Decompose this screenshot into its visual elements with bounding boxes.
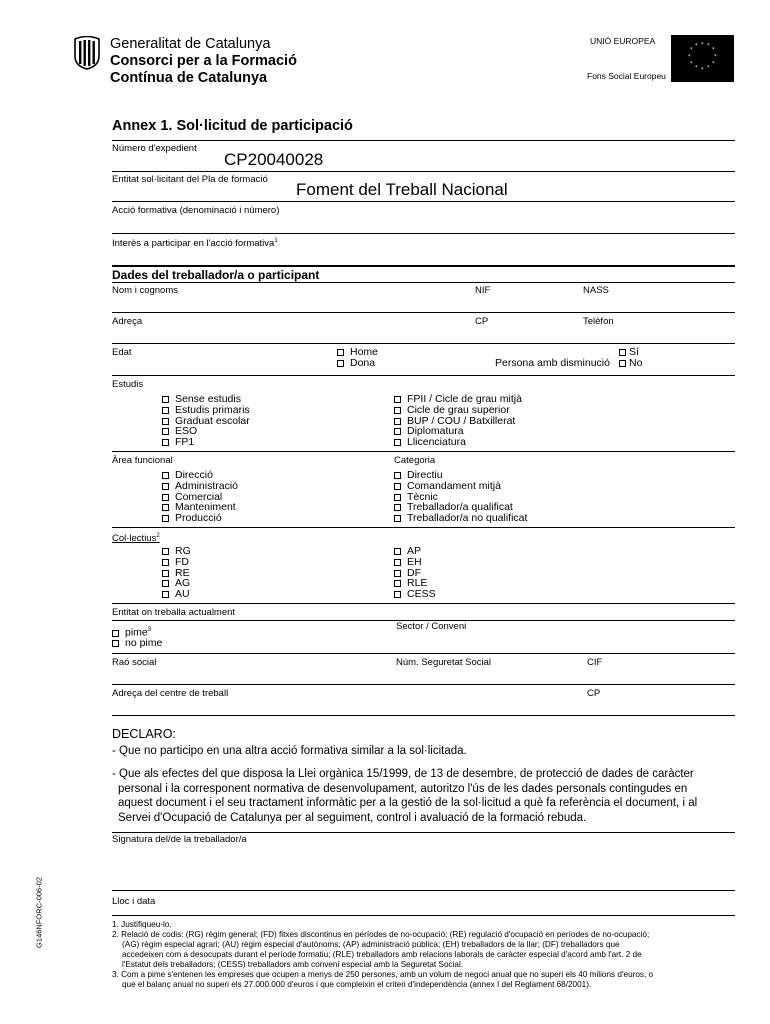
footnote-ref: 3 bbox=[147, 627, 152, 633]
telefon-label: Telèfon bbox=[583, 316, 614, 327]
sex-option-dona[interactable] bbox=[337, 358, 378, 369]
area-label: Àrea funcional bbox=[112, 455, 173, 466]
categoria-options bbox=[394, 470, 527, 524]
divider bbox=[112, 201, 735, 202]
disability-no-label: No bbox=[629, 356, 643, 369]
checkbox[interactable] bbox=[394, 494, 401, 501]
org-line-1: Generalitat de Catalunya bbox=[110, 36, 271, 52]
rao-label: Raó social bbox=[112, 657, 157, 668]
nif-label: NIF bbox=[475, 285, 491, 296]
checkbox[interactable] bbox=[394, 548, 401, 555]
svg-text:*: * bbox=[688, 54, 691, 60]
checkbox[interactable] bbox=[394, 428, 401, 435]
section-title: Dades del treballador/a o participant bbox=[112, 268, 320, 282]
collectius-col1 bbox=[162, 546, 191, 600]
checkbox[interactable] bbox=[162, 591, 169, 598]
collectius-col2 bbox=[394, 546, 436, 600]
cp-label: CP bbox=[475, 316, 489, 327]
footnote-ref: 1 bbox=[274, 238, 278, 244]
divider bbox=[112, 684, 735, 685]
svg-text:*: * bbox=[707, 65, 710, 71]
sector-label: Sector / Conveni bbox=[396, 621, 467, 632]
estudis-col1 bbox=[162, 394, 250, 448]
checkbox[interactable] bbox=[394, 515, 401, 522]
sex-options bbox=[337, 347, 378, 369]
option-label: Treballador/a qualificat bbox=[407, 501, 513, 514]
divider bbox=[112, 233, 735, 234]
svg-text:*: * bbox=[690, 61, 693, 67]
option-label: AU bbox=[175, 588, 190, 601]
pime-options bbox=[112, 625, 162, 649]
eu-flag-icon bbox=[671, 35, 734, 82]
option-label: Treballador/a no qualificat bbox=[407, 512, 528, 525]
footnote: 2. Relació de codis: (RG) règim general; (FD) fitxes discontinus en períodes de no-ocupació; (RE) regulació d'ocupació en períodes de no-ocupació; bbox=[112, 930, 650, 939]
svg-text:*: * bbox=[701, 67, 704, 73]
divider bbox=[112, 171, 735, 172]
collectius-text: Col·lectius bbox=[112, 533, 157, 545]
option-label: Comercial bbox=[175, 490, 223, 503]
entitat-value[interactable]: Foment del Treball Nacional bbox=[296, 180, 508, 199]
checkbox[interactable] bbox=[162, 580, 169, 587]
categoria-option[interactable] bbox=[394, 513, 527, 524]
side-code: G146NFORC-006-02 bbox=[34, 877, 44, 948]
option-label: Cicle de grau superior bbox=[407, 403, 510, 416]
option-label: Tècnic bbox=[407, 490, 438, 503]
categoria-label: Categoria bbox=[394, 455, 436, 466]
form-title: Annex 1. Sol·licitud de participació bbox=[112, 118, 353, 134]
interes-text: Interès a participar en l'acció formativa bbox=[112, 238, 275, 250]
option-label: RG bbox=[175, 545, 191, 557]
svg-text:*: * bbox=[695, 43, 698, 49]
svg-text:*: * bbox=[712, 61, 715, 67]
checkbox[interactable] bbox=[394, 591, 401, 598]
declaro-item-2 bbox=[112, 767, 697, 825]
option-label: Graduat escolar bbox=[175, 414, 250, 427]
adreca-centre-label: Adreça del centre de treball bbox=[112, 688, 229, 699]
footnote-ref: 2 bbox=[156, 533, 160, 539]
footnotes bbox=[112, 920, 737, 990]
option-label: RE bbox=[175, 566, 190, 579]
divider bbox=[112, 527, 735, 528]
generalitat-logo bbox=[72, 36, 102, 70]
eu-title: UNIÓ EUROPEA bbox=[590, 36, 656, 46]
option-label: Directiu bbox=[407, 469, 443, 481]
option-label: Comandament mitjà bbox=[407, 479, 501, 492]
declaro-item-1: - Que no participo en una altra acció formativa similar a la sol·licitada. bbox=[112, 745, 467, 757]
checkbox[interactable] bbox=[162, 548, 169, 555]
checkbox[interactable] bbox=[394, 439, 401, 446]
disability-option-no[interactable] bbox=[619, 358, 642, 369]
estudis-option[interactable] bbox=[162, 437, 250, 448]
divider bbox=[112, 832, 735, 833]
no-pime-label: no pime bbox=[125, 637, 163, 650]
option-label: Diplomatura bbox=[407, 425, 464, 438]
interes-label bbox=[112, 236, 278, 249]
checkbox[interactable] bbox=[162, 504, 169, 511]
checkbox[interactable] bbox=[394, 396, 401, 403]
sex-dona-label: Dona bbox=[350, 356, 376, 369]
footnote: l'Estatut dels treballadors; (CESS) treballadors amb conveni especial amb la Seguretat Social. bbox=[122, 960, 464, 969]
checkbox[interactable] bbox=[162, 515, 169, 522]
divider bbox=[112, 451, 735, 452]
checkbox[interactable] bbox=[162, 570, 169, 577]
option-label: Llicenciatura bbox=[407, 436, 466, 449]
checkbox[interactable] bbox=[162, 483, 169, 490]
no-pime-option[interactable] bbox=[112, 638, 162, 649]
svg-text:*: * bbox=[695, 65, 698, 71]
disability-options bbox=[619, 347, 642, 369]
svg-text:*: * bbox=[707, 43, 710, 49]
checkbox[interactable] bbox=[162, 407, 169, 414]
cp2-label: CP bbox=[587, 688, 601, 699]
checkbox[interactable] bbox=[394, 407, 401, 414]
checkbox[interactable] bbox=[337, 360, 344, 367]
option-label: Manteniment bbox=[175, 501, 236, 514]
cif-label: CIF bbox=[587, 657, 603, 668]
disability-si-label: Sí bbox=[629, 346, 639, 358]
entitat-treball-label: Entitat on treballa actualment bbox=[112, 607, 236, 618]
option-label: FP1 bbox=[175, 436, 195, 449]
option-label: Sense estudis bbox=[175, 393, 241, 405]
pime-label: pime bbox=[125, 626, 148, 639]
declaro-line: - Que als efectes del que disposa la Llei orgànica 15/1999, de 13 de desembre, de protecció de dades de caràcter bbox=[112, 768, 694, 780]
estudis-label: Estudis bbox=[112, 379, 144, 390]
option-label: Direcció bbox=[175, 469, 213, 481]
declaro-line: personal i la corresponent normativa de desenvolupament, autoritzo l'ús de les dades personals contingudes en bbox=[118, 782, 688, 795]
option-label: FPII / Cicle de grau mitjà bbox=[407, 393, 522, 405]
estudis-col2 bbox=[394, 394, 522, 448]
checkbox[interactable] bbox=[162, 559, 169, 566]
divider bbox=[112, 715, 735, 716]
svg-text:*: * bbox=[701, 42, 704, 48]
disability-label: Persona amb disminució bbox=[495, 357, 610, 369]
option-label: Administració bbox=[175, 479, 239, 492]
checkbox[interactable] bbox=[162, 494, 169, 501]
option-label: ESO bbox=[175, 425, 198, 438]
checkbox[interactable] bbox=[162, 472, 169, 479]
nass-label: NASS bbox=[583, 285, 609, 296]
accio-label: Acció formativa (denominació i número) bbox=[112, 205, 280, 216]
pime-option[interactable] bbox=[112, 625, 162, 638]
option-label: DF bbox=[407, 566, 421, 579]
declaro-line: Servei d'Ocupació de Catalunya per al seguiment, control i avaluació de la formació rebuda. bbox=[118, 811, 587, 824]
checkbox[interactable] bbox=[112, 630, 119, 637]
checkbox[interactable] bbox=[619, 360, 626, 367]
checkbox[interactable] bbox=[337, 349, 344, 356]
org-line-3: Contínua de Catalunya bbox=[110, 70, 268, 86]
divider bbox=[112, 653, 735, 654]
checkbox[interactable] bbox=[162, 428, 169, 435]
divider bbox=[112, 915, 735, 916]
ss-label: Núm. Seguretat Social bbox=[396, 657, 492, 668]
option-label: AG bbox=[175, 577, 191, 590]
checkbox[interactable] bbox=[394, 559, 401, 566]
declaro-title: DECLARO: bbox=[112, 727, 176, 741]
checkbox[interactable] bbox=[162, 439, 169, 446]
expedient-label: Número d'expedient bbox=[112, 143, 197, 154]
divider bbox=[112, 312, 735, 313]
org-line-2: Consorci per a la Formació bbox=[110, 53, 297, 69]
signatura-label: Signatura del/de la treballador/a bbox=[112, 834, 247, 845]
svg-text:*: * bbox=[690, 47, 693, 53]
checkbox[interactable] bbox=[394, 504, 401, 511]
collectiu-option[interactable] bbox=[162, 589, 191, 600]
collectius-label bbox=[112, 531, 160, 544]
footnote: 3. Com a pime s'entenen les empreses que ocupen a menys de 250 persones, amb un volum de negoci anual que no superi els 40 milions d'euros, o bbox=[112, 970, 654, 979]
divider bbox=[112, 890, 735, 891]
adreca-label: Adreça bbox=[112, 316, 143, 327]
divider bbox=[112, 282, 735, 283]
option-label: CESS bbox=[407, 588, 436, 601]
divider bbox=[112, 265, 735, 267]
entitat-label: Entitat sol·licitant del Pla de formació bbox=[112, 174, 268, 185]
sex-home-label: Home bbox=[350, 346, 379, 358]
checkbox[interactable] bbox=[394, 570, 401, 577]
option-label: EH bbox=[407, 555, 422, 568]
checkbox[interactable] bbox=[162, 418, 169, 425]
lloc-label: Lloc i data bbox=[112, 896, 156, 907]
eu-fund: Fons Social Europeu bbox=[587, 71, 666, 81]
divider bbox=[112, 343, 735, 344]
checkbox[interactable] bbox=[394, 418, 401, 425]
svg-text:*: * bbox=[714, 54, 717, 60]
checkbox[interactable] bbox=[394, 580, 401, 587]
estudis-option[interactable] bbox=[394, 437, 522, 448]
edat-label: Edat bbox=[112, 347, 132, 358]
collectiu-option[interactable] bbox=[394, 589, 436, 600]
footnote: que el balanç anual no superi els 27.000.000 d'euros i que compleixin el criteri d'independència (annex I del Reglament 68/2001). bbox=[122, 980, 592, 989]
declaro-line: aquest document i el seu tractament informàtic per a la gestió de la sol·licitud a què fa referència el document, i al bbox=[118, 797, 698, 809]
divider bbox=[112, 375, 735, 376]
option-label: FD bbox=[175, 555, 189, 568]
footnote: 1. Justifiqueu-lo. bbox=[112, 920, 172, 929]
area-options bbox=[162, 470, 238, 524]
area-option[interactable] bbox=[162, 513, 238, 524]
expedient-value[interactable]: CP20040028 bbox=[224, 150, 324, 169]
checkbox[interactable] bbox=[162, 396, 169, 403]
option-label: BUP / COU / Batxillerat bbox=[407, 414, 516, 427]
option-label: Estudis primaris bbox=[175, 403, 250, 416]
checkbox[interactable] bbox=[394, 483, 401, 490]
divider bbox=[112, 140, 735, 141]
option-label: Producció bbox=[175, 512, 222, 525]
nom-label: Nom i cognoms bbox=[112, 285, 178, 296]
footnote: (AG) règim especial agrari; (AU) règim especial d'autònoms; (AP) administració pública; (EH) treballadors de la llar; (DF) treballadors que bbox=[122, 940, 620, 949]
checkbox[interactable] bbox=[394, 472, 401, 479]
checkbox[interactable] bbox=[112, 640, 119, 647]
divider bbox=[112, 603, 735, 604]
checkbox[interactable] bbox=[619, 349, 626, 356]
option-label: AP bbox=[407, 545, 422, 557]
svg-text:*: * bbox=[712, 47, 715, 53]
option-label: RLE bbox=[407, 577, 428, 590]
footnote: accedeixen com a desocupats durant el període formatiu; (RLE) treballadors amb relacions laborals de caràcter especial d'acord amb l'art. 2 de bbox=[122, 950, 642, 959]
